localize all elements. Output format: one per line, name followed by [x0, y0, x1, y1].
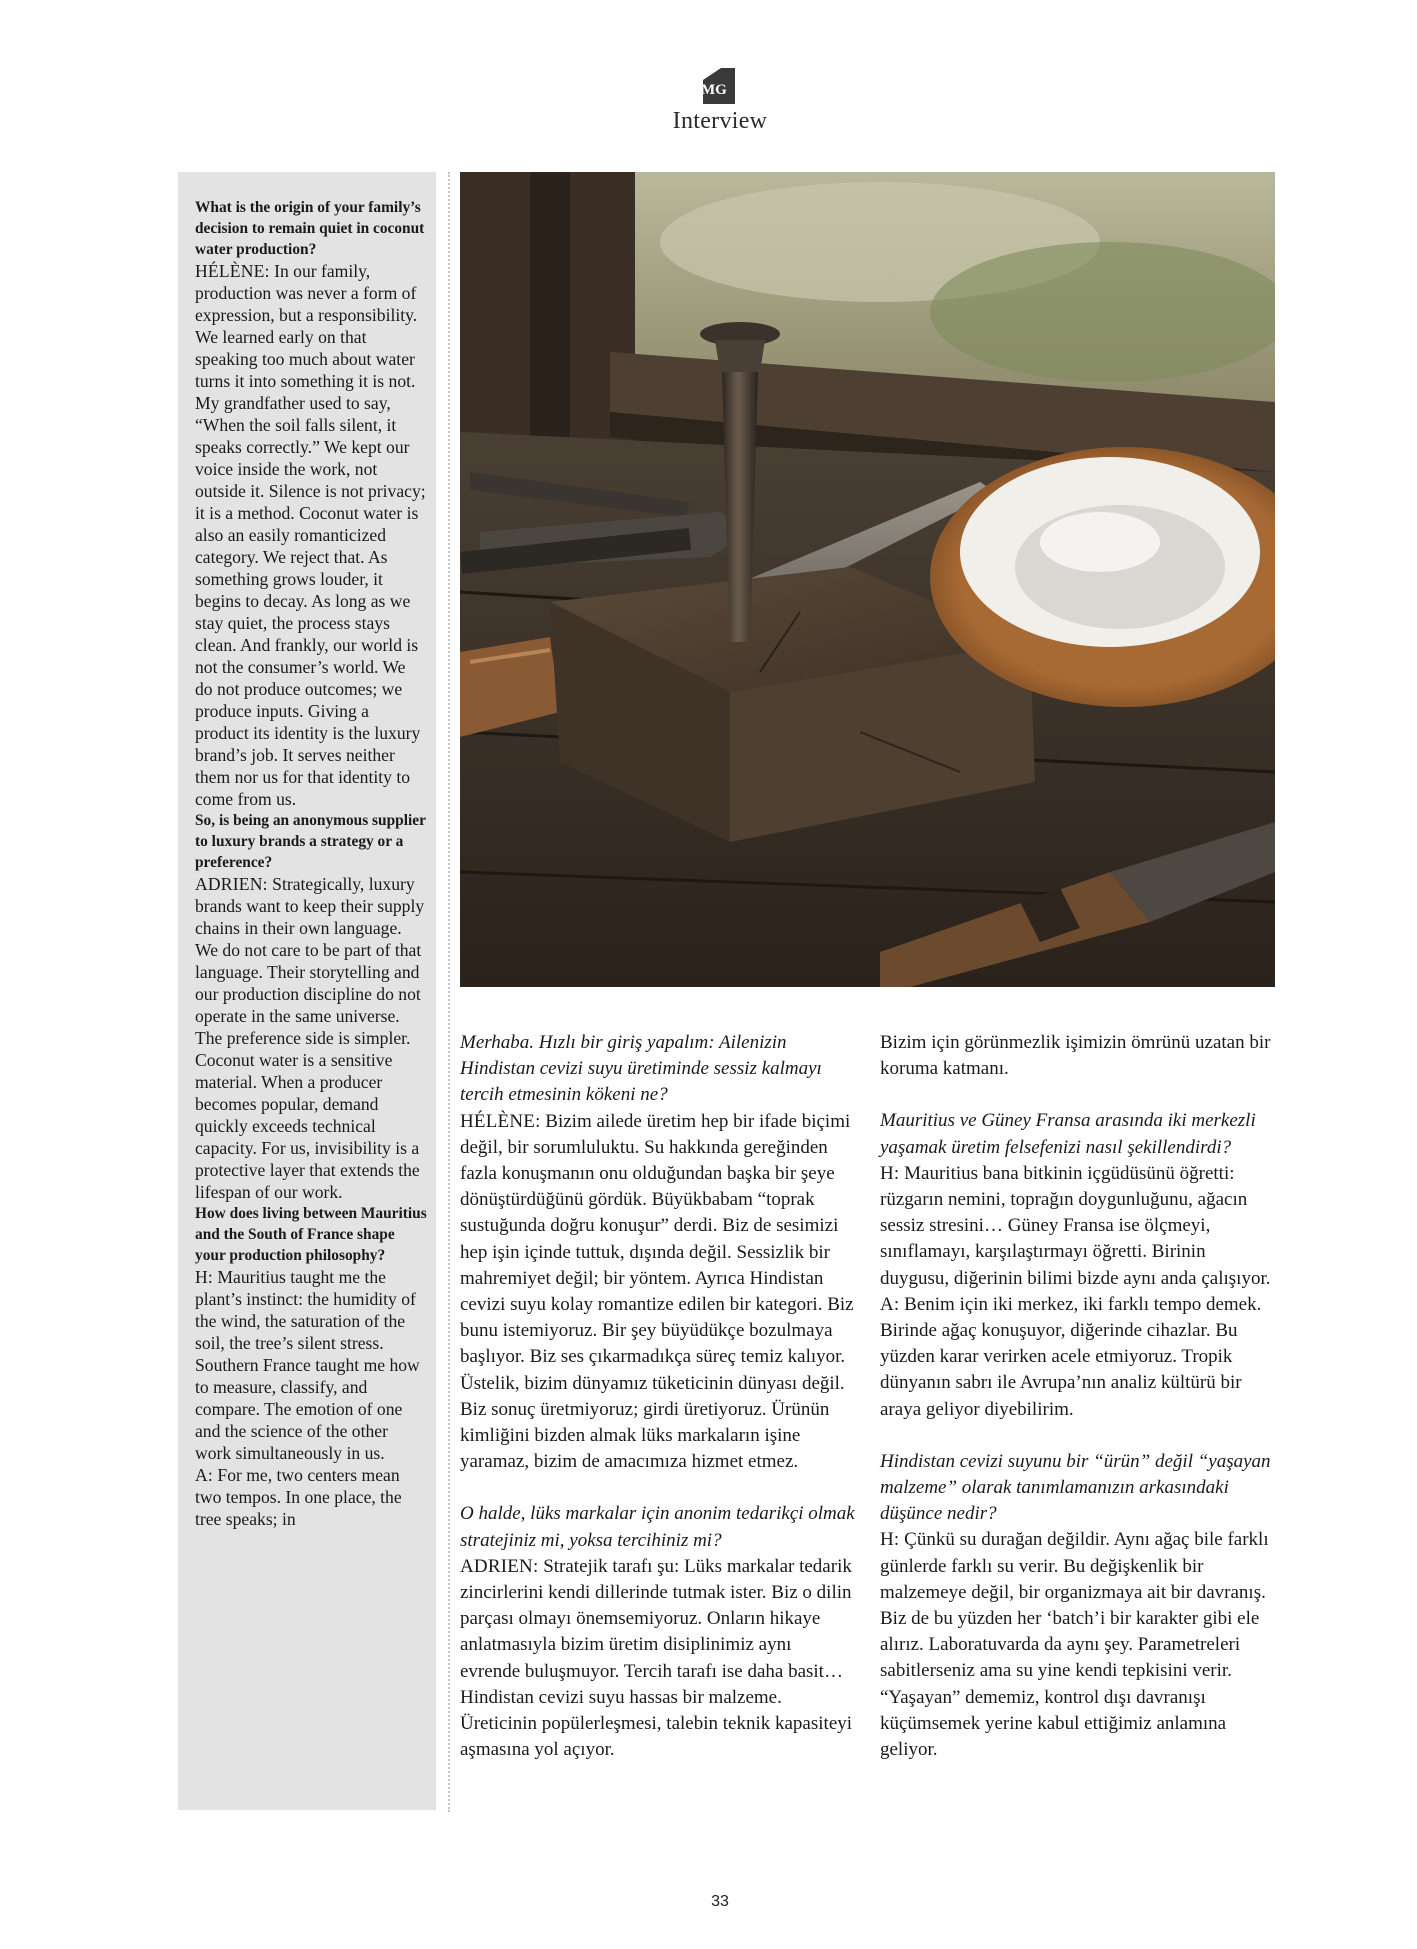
question-4: Hindistan cevizi suyunu bir “ürün” değil “yaşayan malzeme” olarak tanımlamanızın arkasındaki düşünce nedir?: [880, 1450, 1271, 1525]
question-2: O halde, lüks markalar için anonim tedarikçi olmak stratejiniz mi, yoksa tercihiniz mi?: [460, 1503, 855, 1551]
answer-text: Mauritius bana bitkinin içgüdüsünü öğretti: rüzgarın nemini, toprağın doygunluğunu, ağacın sessiz stresini… Güney Fransa ise ölçmeyi, sınıflamayı, karşılaştırmayı öğretti. Birinin duygusu, diğerinin bilimi bizde aynı anda çalışıyor.: [880, 1162, 1271, 1289]
speaker-label: HÉLÈNE:: [460, 1110, 541, 1132]
sidebar-english: [178, 172, 436, 1810]
sidebar-question-1: What is the origin of your family’s decision to remain quiet in coconut water production?: [195, 199, 425, 258]
photo-illustration: [460, 172, 1275, 987]
answer-continuation: Bizim için görünmezlik işimizin ömrünü uzatan bir koruma katmanı.: [880, 1032, 1271, 1080]
answer-text: Mauritius taught me the plant’s instinct: the humidity of the wind, the saturation of the soil, the tree’s silent stress. Southern France taught me how to measure, classify, and compare. The emotion of one and the science of the other work simultaneously in us.: [195, 1267, 420, 1463]
sidebar-answer-2: [195, 873, 427, 1203]
section-title: Interview: [672, 108, 768, 134]
speaker-label: A:: [880, 1293, 900, 1315]
answer-text: Çünkü su durağan değildir. Aynı ağaç bile farklı günlerde farklı su verir. Bu değişkenlik bir malzemeye değil, bir organizmaya ait bir davranış. Biz de bu yüzden her ‘batch’i bir karakter gibi ele alırız. Laboratuvarda da aynı şey. Parametreleri sabitlerseniz ama su yine kendi tepkisini verir. “Yaşayan” dememiz, kontrol dışı davranışı küçümsemek yerine kabul ettiğimiz anlamına geliyor.: [880, 1529, 1269, 1761]
sidebar-question-3: How does living between Mauritius and the South of France shape your production philosophy?: [195, 1205, 427, 1264]
answer-3: [880, 1161, 1275, 1292]
article-column-left: [460, 1030, 855, 1763]
sidebar-question-2: So, is being an anonymous supplier to luxury brands a strategy or a preference?: [195, 812, 426, 871]
sidebar-answer-4: [195, 1464, 427, 1530]
magazine-logo: [697, 66, 741, 106]
speaker-label: H:: [880, 1529, 900, 1551]
answer-2: [460, 1554, 855, 1764]
question-3: Mauritius ve Güney Fransa arasında iki merkezli yaşamak üretim felsefenizi nasıl şekillendirdi?: [880, 1110, 1256, 1158]
question-1: Merhaba. Hızlı bir giriş yapalım: Ailenizin Hindistan cevizi suyu üretiminde sessiz kalmayı tercih etmesinin kökeni ne?: [460, 1032, 822, 1106]
speaker-label: HÉLÈNE:: [195, 261, 270, 281]
sidebar-answer-3: [195, 1266, 427, 1464]
feature-photo: [460, 172, 1275, 987]
speaker-label: H:: [195, 1267, 213, 1287]
answer-text: Bizim ailede üretim hep bir ifade biçimi değil, bir sorumluluktu. Su hakkında gereğinden fazla konuşmanın onu olduğundan başka bir şeye dönüştürdüğünü gördük. Büyükbabam “toprak sustuğunda doğru konuşur” derdi. Biz de sesimizi hep işin içinde tuttuk, dışında değil. Sessizlik bir mahremiyet değil; bir yöntem. Ayrıca Hindistan cevizi suyu kolay romantize edilen bir kategori. Biz bunu istemiyoruz. Bir şey büyüdükçe bozulmaya başlıyor. Biz ses çıkarmadıkça süreç temiz kalıyor. Üstelik, bizim dünyamız tüketicinin dünyası değil. Biz sonuç üretmiyoruz; girdi üretiyoruz. Ürünün kimliğini bizden almak lüks markaların işine yaramaz, bizim de amacımıza hizmet etmez.: [460, 1110, 854, 1473]
speaker-label: ADRIEN:: [195, 874, 268, 894]
answer-text: Stratejik tarafı şu: Lüks markalar tedarik zincirlerini kendi dillerinde tutmak ister. Biz o dilin parçası olmayı önemsemiyoruz. Onların hikaye anlatmasıyla bizim üretim disiplinimiz aynı evrende buluşmuyor. Tercih tarafı ise daha basit… Hindistan cevizi suyu hassas bir malzeme. Üreticinin popülerleşmesi, talebin teknik kapasiteyi aşmasına yol açıyor.: [460, 1555, 853, 1761]
column-divider: [448, 172, 450, 1812]
answer-text: In our family, production was never a form of expression, but a responsibility. We learned early on that speaking too much about water turns it into something it is not. My grandfather used to say, “When the soil falls silent, it speaks correctly.” We kept our voice inside the work, not outside it. Silence is not privacy; it is a method. Coconut water is also an easily romanticized category. We reject that. As something grows louder, it begins to decay. As long as we stay quiet, the process stays clean. And frankly, our world is not the consumer’s world. We do not produce outcomes; we produce inputs. Giving a product its identity is the luxury brand’s job. It serves neither them nor us for that identity to come from us.: [195, 261, 426, 809]
answer-1: [460, 1109, 855, 1476]
answer-text: For me, two centers mean two tempos. In one place, the tree speaks; in: [195, 1465, 402, 1529]
answer-4: [880, 1292, 1275, 1423]
answer-5: [880, 1527, 1275, 1763]
answer-text: Benim için iki merkez, iki farklı tempo demek. Birinde ağaç konuşuyor, diğerinde cihazlar. Bu yüzden karar verirken acele etmiyoruz. Tropik dünyanın sabrı ile Avrupa’nın analiz kültürü bir araya geliyor diyebilirim.: [880, 1293, 1262, 1420]
speaker-label: A:: [195, 1465, 213, 1485]
answer-text: Strategically, luxury brands want to keep their supply chains in their own language. We do not care to be part of that language. Their storytelling and our production discipline do not operate in the same universe. The preference side is simpler. Coconut water is a sensitive material. When a producer becomes popular, demand quickly exceeds technical capacity. For us, invisibility is a protective layer that extends the lifespan of our work.: [195, 874, 425, 1202]
page-number: 33: [711, 1893, 729, 1910]
speaker-label: ADRIEN:: [460, 1555, 539, 1577]
article-column-right: [880, 1030, 1275, 1763]
logo-text: MG: [701, 82, 727, 98]
sidebar-answer-1: [195, 260, 427, 810]
speaker-label: H:: [880, 1162, 900, 1184]
